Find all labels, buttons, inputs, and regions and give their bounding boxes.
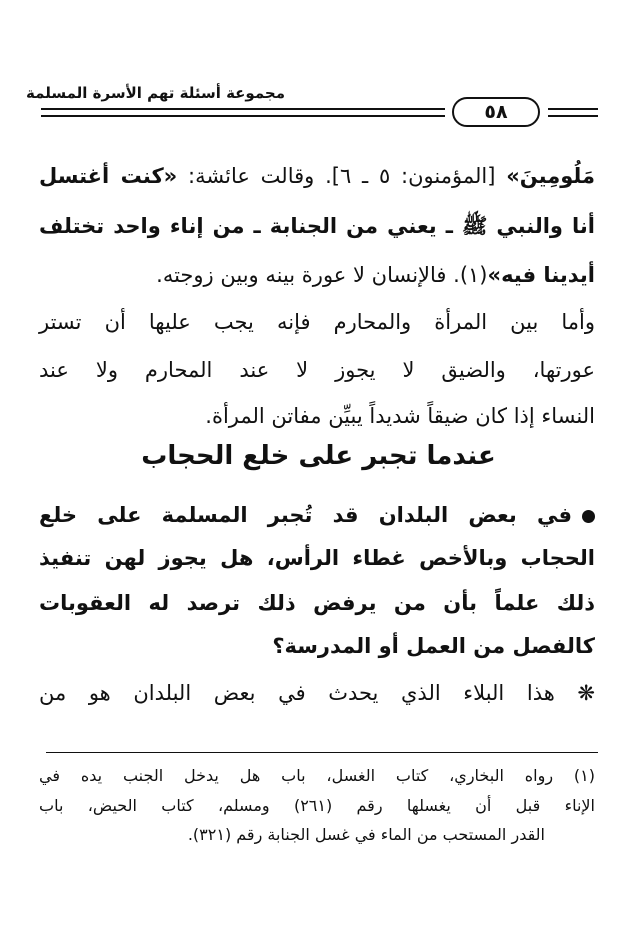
header-rule <box>41 115 445 117</box>
question-line: ذلك علماً بأن من يرفض ذلك ترصد له العقوبات <box>39 591 595 615</box>
page-number: ٥٨ <box>452 97 540 127</box>
header-rule <box>548 115 598 117</box>
footnote-line: (١) رواه البخاري، كتاب الغسل، باب هل يدخل الجنب يده في <box>39 766 595 785</box>
running-title: مجموعة أسئلة تهم الأسرة المسلمة <box>26 84 285 102</box>
question-line: الحجاب وبالأخص غطاء الرأس، هل يجوز لهن تنفيذ <box>39 546 595 570</box>
header-rule <box>41 108 445 110</box>
header-rule <box>548 108 598 110</box>
footnote-line: القدر المستحب من الماء في غسل الجنابة رقم (٣٢١). <box>187 825 545 844</box>
text-line: وأما بين المرأة والمحارم فإنه يجب عليها أن تستر <box>39 310 595 334</box>
question-line: في بعض البلدان قد تُجبر المسلمة على خلع <box>39 497 595 533</box>
section-heading: عندما تجبر على خلع الحجاب <box>141 441 496 471</box>
bullet-icon <box>582 510 595 523</box>
text-line: أنا والنبي ﷺ ـ يعني من الجنابة ـ من إناء واحد تختلف <box>39 214 595 238</box>
text-line: النساء إذا كان ضيقاً شديداً يبيِّن مفاتن المرأة. <box>205 404 595 428</box>
footnote-line: الإناء قبل أن يغسلها رقم (٢٦١) ومسلم، كتاب الحيض، باب <box>39 796 595 815</box>
text-line: عورتها، والضيق لا يجوز لا عند المحارم ولا عند <box>39 358 595 382</box>
footnote-rule <box>46 752 598 753</box>
text-line: أيدينا فيه»(١). فالإنسان لا عورة بينه وبين زوجته. <box>156 263 595 287</box>
answer-line: ❋ هذا البلاء الذي يحدث في بعض البلدان هو من <box>39 681 595 705</box>
question-line: كالفصل من العمل أو المدرسة؟ <box>272 634 595 658</box>
text-line: مَلُومِينَ» [المؤمنون: ٥ ـ ٦]. وقالت عائشة: «كنت أغتسل <box>39 164 595 188</box>
